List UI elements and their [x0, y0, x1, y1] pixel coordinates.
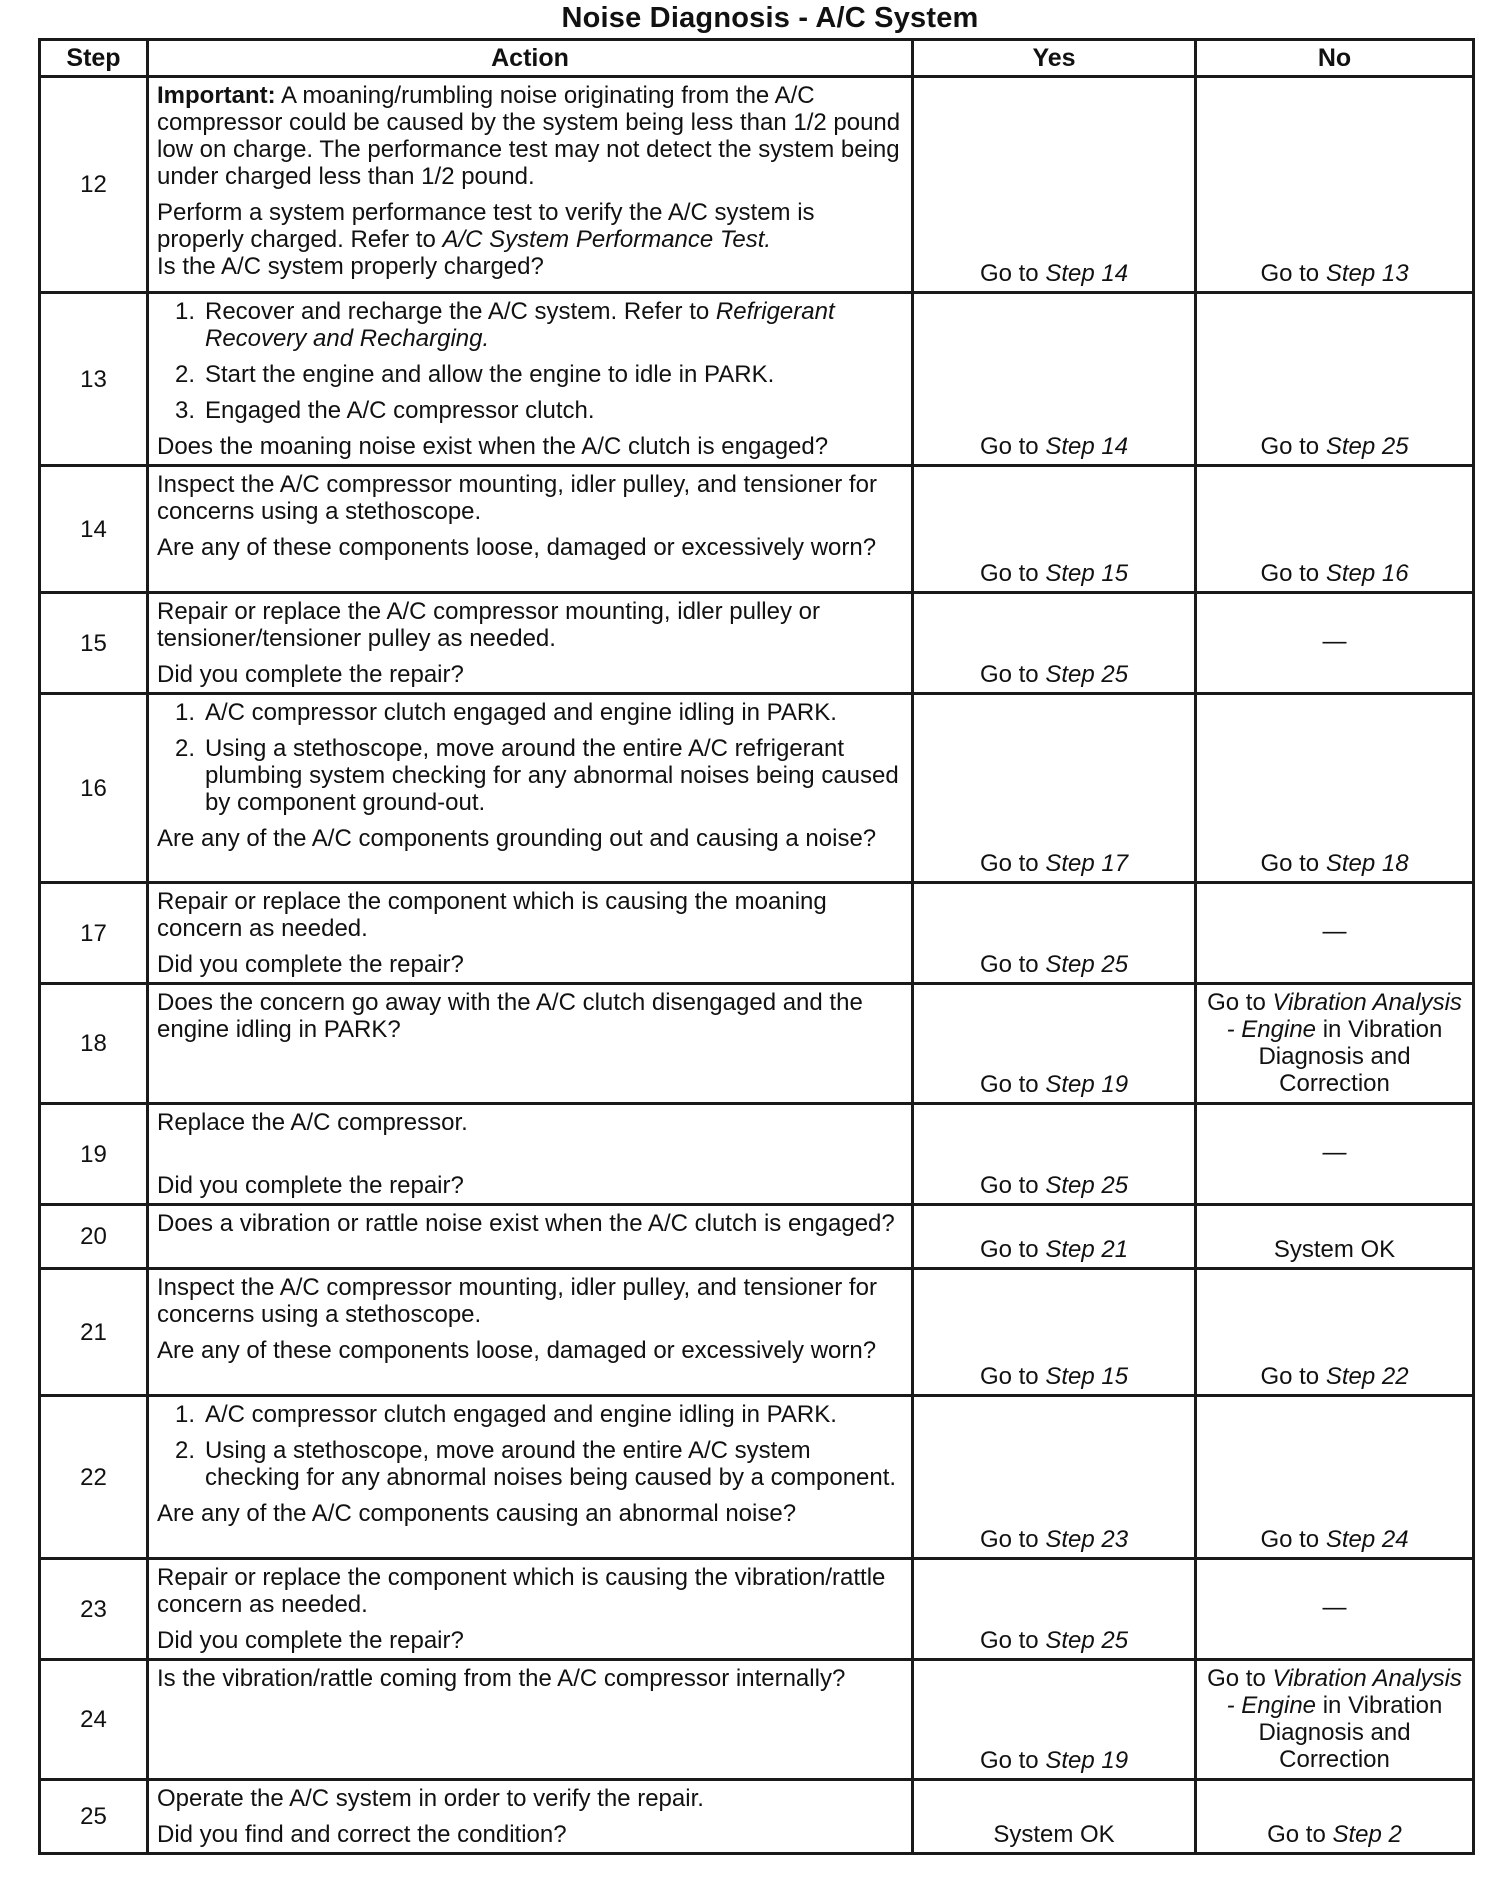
no-cell[interactable]: Go to Step 22	[1196, 1269, 1474, 1396]
yes-step-link[interactable]: Step 19	[1045, 1747, 1129, 1774]
yes-cell[interactable]: Go to Step 15	[913, 466, 1196, 593]
table-row	[40, 77, 1474, 293]
table-row	[40, 1780, 1474, 1854]
table-row	[40, 293, 1474, 466]
action-cell	[148, 1780, 913, 1854]
no-step-link[interactable]: Step 16	[1325, 560, 1409, 587]
no-cell[interactable]: Go to Vibration Analysis - Engine in Vibration Diagnosis and Correction	[1196, 984, 1474, 1104]
table-row	[40, 1205, 1474, 1269]
yes-step-link[interactable]: Step 15	[1045, 560, 1129, 587]
list-item: 1. A/C compressor clutch engaged and engine idling in PARK.	[174, 1401, 837, 1428]
reference-link[interactable]: Refrigerant Recovery and Recharging.	[205, 298, 835, 352]
table-row	[40, 1269, 1474, 1396]
action-cell	[148, 1660, 913, 1780]
list-item: 2. Start the engine and allow the engine to idle in PARK.	[174, 361, 775, 388]
step-number: 23	[40, 1559, 148, 1660]
no-step-link[interactable]: Step 25	[1325, 433, 1409, 460]
action-text: Inspect the A/C compressor mounting, idler pulley, and tensioner for concerns using a stethoscope.	[157, 1274, 877, 1328]
action-text: Perform a system performance test to verify the A/C system is properly charged. Refer to	[157, 199, 815, 253]
list-item: 2. Using a stethoscope, move around the entire A/C system checking for any abnormal noises being caused by a component.	[174, 1437, 897, 1491]
action-text: Operate the A/C system in order to verify the repair.	[157, 1785, 704, 1812]
no-cell[interactable]: Go to Step 24	[1196, 1396, 1474, 1559]
action-cell	[148, 1104, 913, 1205]
action-cell	[148, 293, 913, 466]
action-text: Repair or replace the component which is causing the vibration/rattle concern as needed.	[157, 1564, 886, 1618]
no-cell[interactable]: Go to Step 25	[1196, 293, 1474, 466]
question-text: Does the concern go away with the A/C clutch disengaged and the engine idling in PARK?	[157, 989, 863, 1043]
action-cell	[148, 1559, 913, 1660]
yes-cell[interactable]: Go to Step 14	[913, 293, 1196, 466]
no-cell-empty: —	[1196, 1559, 1474, 1660]
action-cell	[148, 1269, 913, 1396]
yes-step-link[interactable]: Step 25	[1045, 1627, 1129, 1654]
reference-link[interactable]: A/C System Performance Test.	[442, 226, 772, 253]
no-cell: System OK	[1196, 1205, 1474, 1269]
yes-cell[interactable]: Go to Step 21	[913, 1205, 1196, 1269]
no-cell[interactable]: Go to Step 18	[1196, 694, 1474, 883]
no-cell[interactable]: Go to Step 2	[1196, 1780, 1474, 1854]
action-cell	[148, 984, 913, 1104]
yes-step-link[interactable]: Step 19	[1045, 1071, 1129, 1098]
action-cell	[148, 1205, 913, 1269]
no-step-link[interactable]: Step 24	[1325, 1526, 1409, 1553]
table-row	[40, 1396, 1474, 1559]
step-number: 12	[40, 77, 148, 293]
action-cell	[148, 1396, 913, 1559]
question-text: Does a vibration or rattle noise exist when the A/C clutch is engaged?	[157, 1210, 895, 1237]
question-text: Did you complete the repair?	[157, 951, 464, 978]
action-cell	[148, 694, 913, 883]
action-text: Repair or replace the component which is causing the moaning concern as needed.	[157, 888, 827, 942]
diagnosis-table	[38, 38, 1475, 1855]
step-number: 20	[40, 1205, 148, 1269]
step-number: 18	[40, 984, 148, 1104]
yes-cell[interactable]: Go to Step 25	[913, 1104, 1196, 1205]
step-number: 15	[40, 593, 148, 694]
step-number: 22	[40, 1396, 148, 1559]
yes-cell[interactable]: Go to Step 19	[913, 984, 1196, 1104]
no-cell[interactable]: Go to Vibration Analysis - Engine in Vibration Diagnosis and Correction	[1196, 1660, 1474, 1780]
yes-cell: System OK	[913, 1780, 1196, 1854]
step-number: 14	[40, 466, 148, 593]
action-cell	[148, 883, 913, 984]
question-text: Did you complete the repair?	[157, 1627, 464, 1654]
yes-cell[interactable]: Go to Step 17	[913, 694, 1196, 883]
question-text: Did you complete the repair?	[157, 1172, 464, 1199]
question-text: Is the A/C system properly charged?	[157, 253, 544, 280]
step-number: 13	[40, 293, 148, 466]
table-row	[40, 1559, 1474, 1660]
question-text: Did you find and correct the condition?	[157, 1821, 567, 1848]
question-text: Are any of the A/C components grounding out and causing a noise?	[157, 825, 877, 852]
action-cell	[148, 466, 913, 593]
yes-step-link[interactable]: Step 15	[1045, 1363, 1129, 1390]
table-row	[40, 466, 1474, 593]
action-text: Repair or replace the A/C compressor mounting, idler pulley or tensioner/tensioner pulley as needed.	[157, 598, 820, 652]
yes-cell[interactable]: Go to Step 15	[913, 1269, 1196, 1396]
header-yes: Yes	[913, 40, 1196, 77]
question-text: Are any of the A/C components causing an abnormal noise?	[157, 1500, 797, 1527]
question-text: Does the moaning noise exist when the A/C clutch is engaged?	[157, 433, 829, 460]
question-text: Are any of these components loose, damaged or excessively worn?	[157, 1337, 877, 1364]
step-number: 16	[40, 694, 148, 883]
no-cell[interactable]: Go to Step 16	[1196, 466, 1474, 593]
yes-step-link[interactable]: Step 14	[1045, 433, 1129, 460]
yes-step-link[interactable]: Step 23	[1045, 1526, 1129, 1553]
no-cell-empty: —	[1196, 1104, 1474, 1205]
step-number: 21	[40, 1269, 148, 1396]
step-number: 19	[40, 1104, 148, 1205]
yes-cell[interactable]: Go to Step 25	[913, 1559, 1196, 1660]
no-cell-empty: —	[1196, 593, 1474, 694]
yes-step-link[interactable]: Step 25	[1045, 1172, 1129, 1199]
header-row	[40, 40, 1474, 77]
header-step: Step	[40, 40, 148, 77]
list-item: 1. Recover and recharge the A/C system. Refer to Refrigerant Recovery and Recharging.	[174, 298, 835, 352]
list-item: 1. A/C compressor clutch engaged and engine idling in PARK.	[174, 699, 837, 726]
header-action: Action	[148, 40, 913, 77]
header-no: No	[1196, 40, 1474, 77]
no-cell-empty: —	[1196, 883, 1474, 984]
yes-step-link[interactable]: Step 17	[1045, 850, 1129, 877]
yes-cell[interactable]: Go to Step 25	[913, 883, 1196, 984]
yes-step-link[interactable]: Step 14	[1045, 260, 1129, 287]
question-text: Is the vibration/rattle coming from the A/C compressor internally?	[157, 1665, 846, 1692]
yes-cell[interactable]: Go to Step 19	[913, 1660, 1196, 1780]
no-step-link[interactable]: Step 18	[1325, 850, 1409, 877]
table-row	[40, 984, 1474, 1104]
step-number: 25	[40, 1780, 148, 1854]
important-label: Important:	[157, 82, 276, 109]
list-item: 3. Engaged the A/C compressor clutch.	[174, 397, 595, 424]
yes-step-link[interactable]: Step 25	[1045, 951, 1129, 978]
no-step-link[interactable]: Step 2	[1332, 1821, 1402, 1848]
no-cell[interactable]: Go to Step 13	[1196, 77, 1474, 293]
important-text: A moaning/rumbling noise originating from the A/C compressor could be caused by the system being less than 1/2 pound low on charge. The performance test may not detect the system being under charged less than 1/2 pound.	[157, 82, 901, 190]
step-number: 24	[40, 1660, 148, 1780]
list-item: 2. Using a stethoscope, move around the entire A/C refrigerant plumbing system checking for any abnormal noises being caused by component ground-out.	[174, 735, 899, 816]
no-reference-link[interactable]: Vibration Analysis - Engine	[1226, 1665, 1462, 1719]
no-reference-link[interactable]: Vibration Analysis - Engine	[1226, 989, 1462, 1043]
no-step-link[interactable]: Step 22	[1325, 1363, 1409, 1390]
action-cell	[148, 77, 913, 293]
yes-cell[interactable]: Go to Step 25	[913, 593, 1196, 694]
yes-step-link[interactable]: Step 25	[1045, 661, 1129, 688]
action-cell	[148, 593, 913, 694]
question-text: Are any of these components loose, damaged or excessively worn?	[157, 534, 877, 561]
table-row	[40, 694, 1474, 883]
action-text: Inspect the A/C compressor mounting, idler pulley, and tensioner for concerns using a stethoscope.	[157, 471, 877, 525]
table-row	[40, 593, 1474, 694]
page-title: Noise Diagnosis - A/C System	[561, 2, 979, 34]
step-number: 17	[40, 883, 148, 984]
no-step-link[interactable]: Step 13	[1325, 260, 1409, 287]
table-row	[40, 1660, 1474, 1780]
table-row	[40, 1104, 1474, 1205]
yes-cell[interactable]: Go to Step 23	[913, 1396, 1196, 1559]
yes-cell[interactable]: Go to Step 14	[913, 77, 1196, 293]
table-row	[40, 883, 1474, 984]
question-text: Did you complete the repair?	[157, 661, 464, 688]
action-text: Replace the A/C compressor.	[157, 1109, 468, 1136]
yes-step-link[interactable]: Step 21	[1045, 1236, 1129, 1263]
